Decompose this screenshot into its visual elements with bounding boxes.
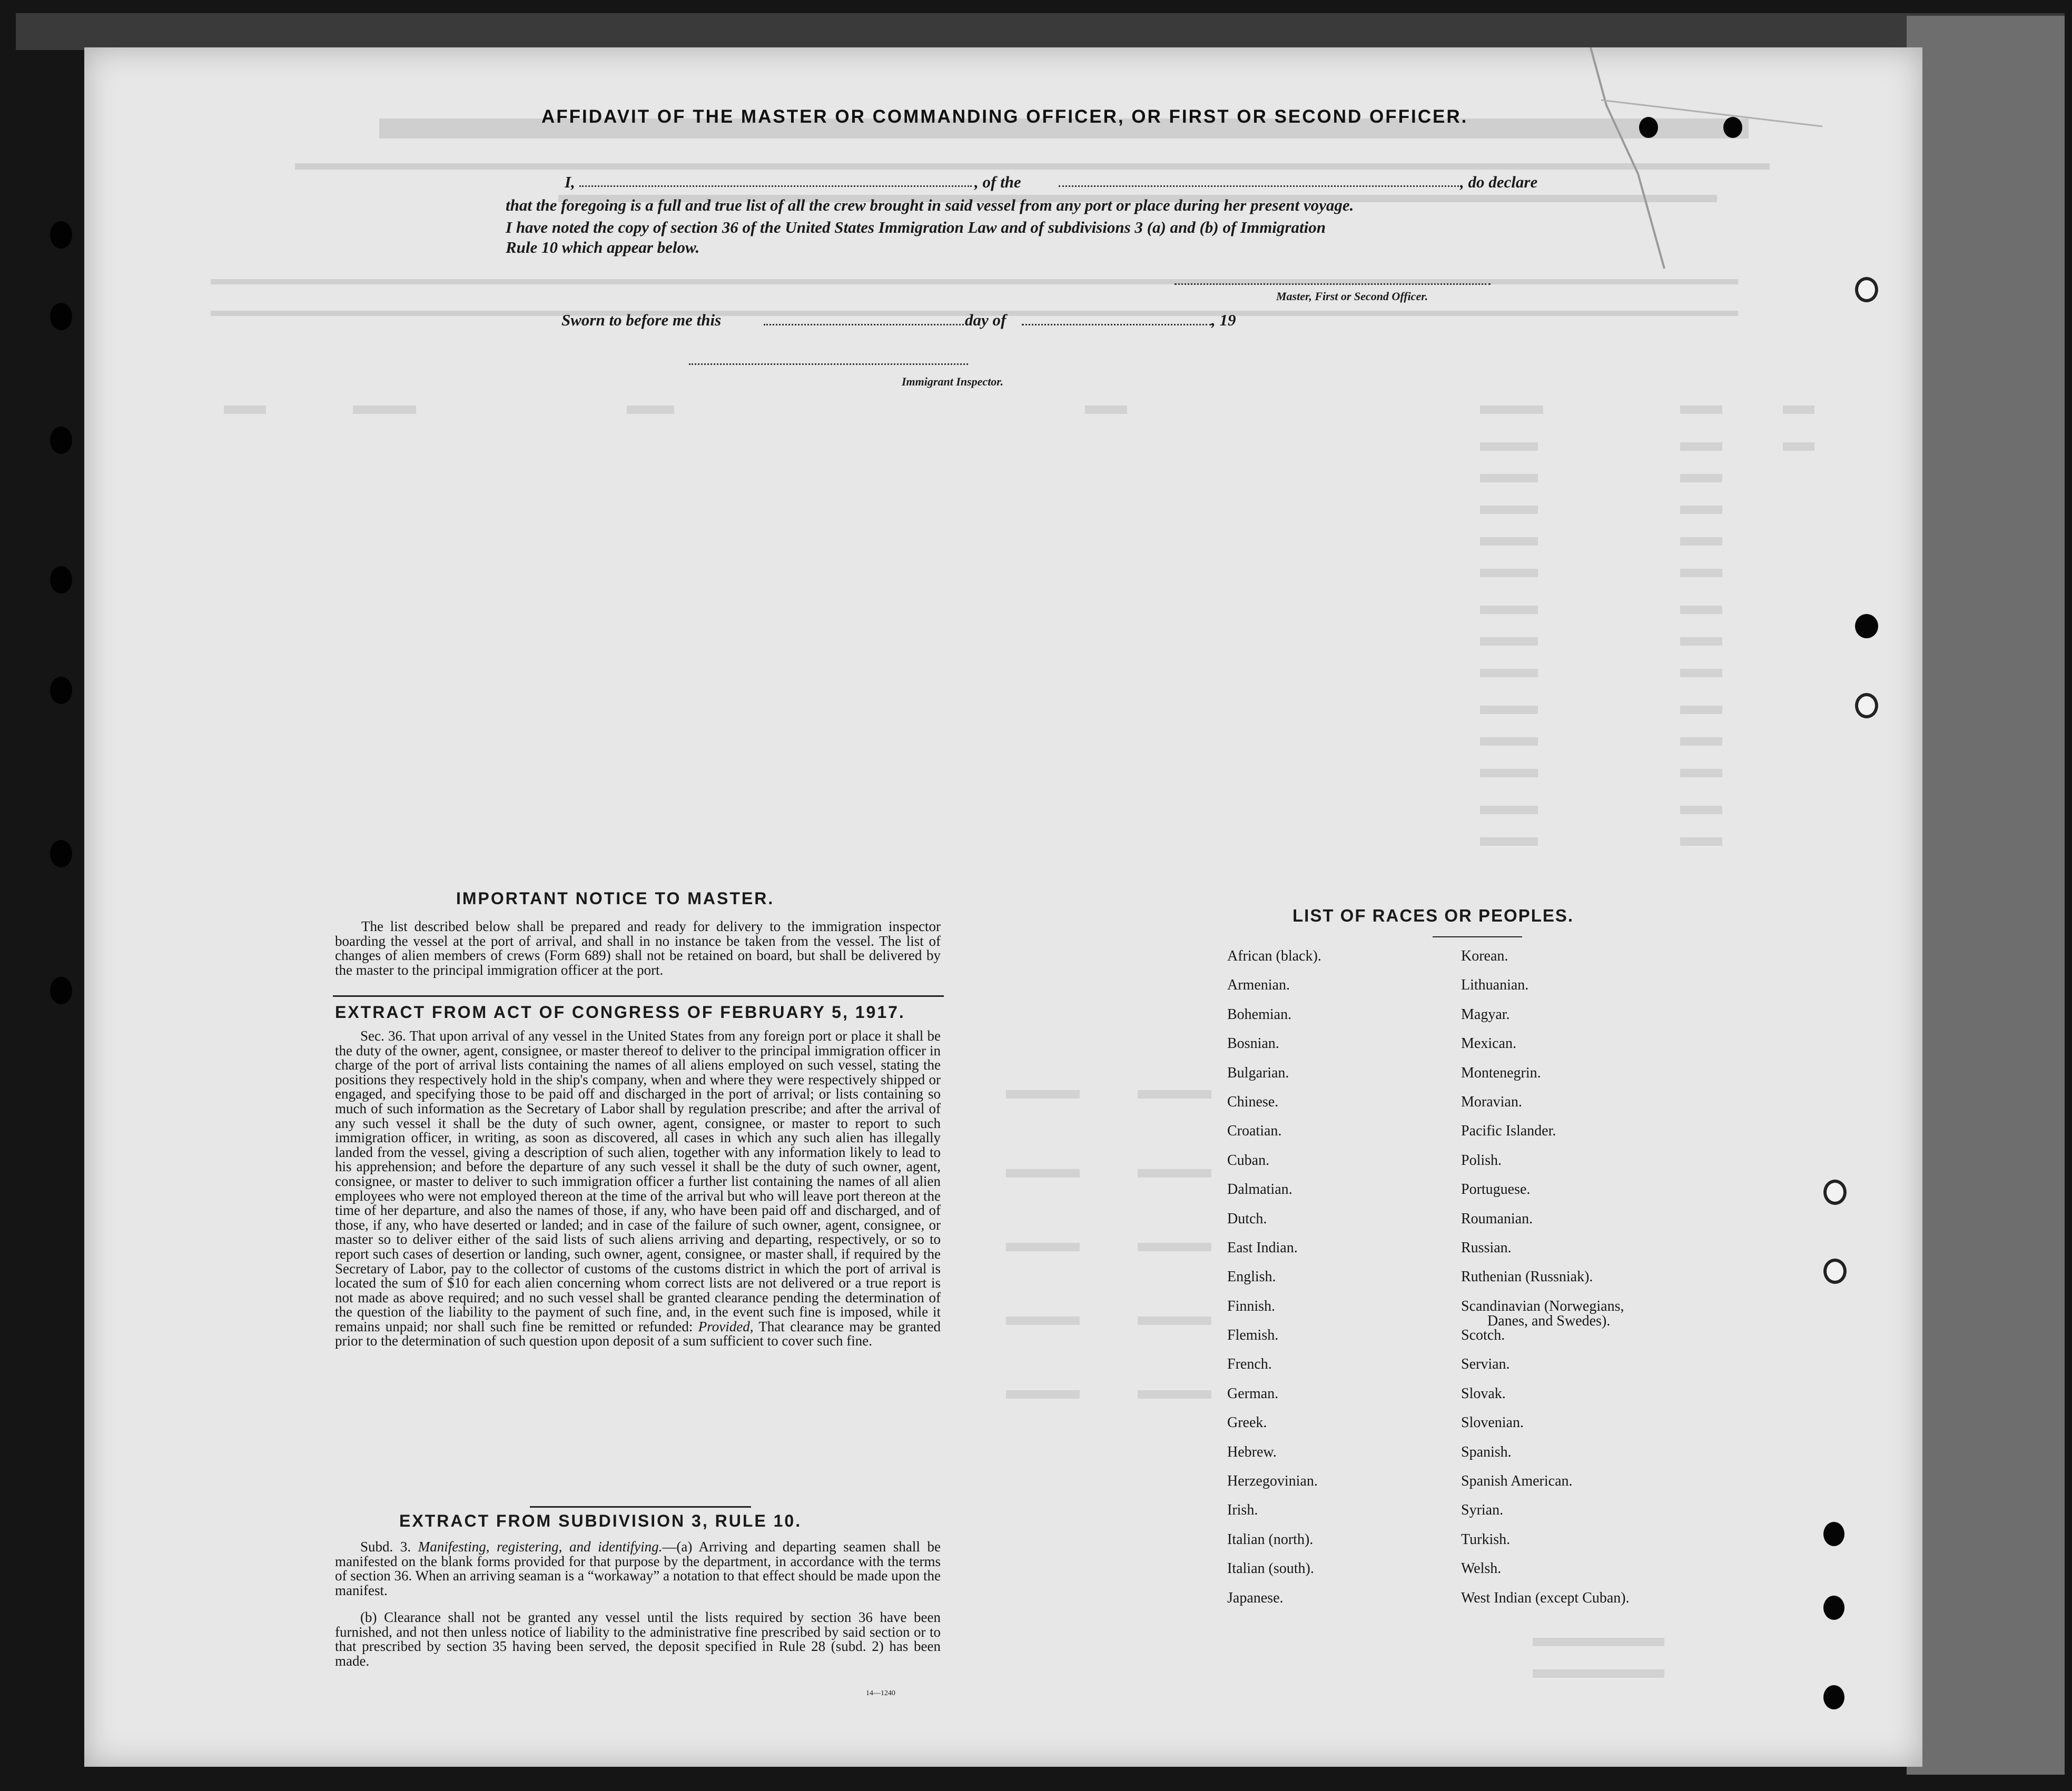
sworn-day-field[interactable] [764, 324, 964, 325]
race-item: Dutch. [1227, 1210, 1267, 1227]
sworn-month-field[interactable] [1022, 324, 1211, 325]
race-item: Pacific Islander. [1461, 1123, 1556, 1140]
rule-a-body: Arriving and departing seamen shall be manifested on the blank forms provided for that purpose by the department, in accordance with the terms of section 36. When an arriving seaman is a “workaway” a notation to that effect should be made upon the manifest. [335, 1539, 941, 1598]
race-item: Scandinavian (Norwegians, [1461, 1298, 1624, 1314]
binder-ring-icon [1855, 693, 1878, 718]
affidavit-do-declare: , do declare [1460, 173, 1538, 191]
race-item: Dalmatian. [1227, 1181, 1292, 1198]
section-36-end: That clearance may be granted prior to the determination of such question upon deposit of a sum sufficient to cover such fine. [335, 1318, 941, 1349]
inspector-label: Immigrant Inspector. [902, 375, 1004, 388]
races-left-column [1227, 949, 1321, 1620]
punch-hole-icon [1823, 1522, 1844, 1546]
race-item: Servian. [1461, 1356, 1510, 1373]
race-item: Welsh. [1461, 1560, 1502, 1577]
punch-hole-icon [50, 221, 72, 249]
vessel-name-field[interactable] [1059, 185, 1459, 187]
race-item: Mexican. [1461, 1035, 1516, 1052]
race-item: Finnish. [1227, 1298, 1276, 1314]
rule-a-text [335, 1540, 941, 1598]
races-right-column [1461, 949, 1630, 1620]
rule-b-label: (b) [360, 1609, 377, 1625]
race-item: Spanish American. [1461, 1473, 1573, 1490]
race-item: Bulgarian. [1227, 1064, 1289, 1081]
affidavit-line-2: that the foregoing is a full and true list of all the crew brought in said vessel from any port or place during her present voyage. [506, 196, 1354, 214]
rule-a-label: —(a) [662, 1539, 693, 1555]
race-item: Korean. [1461, 948, 1508, 964]
race-item: French. [1227, 1356, 1272, 1373]
manifest-sheet [84, 47, 1922, 1767]
race-item: West Indian (except Cuban). [1461, 1589, 1630, 1606]
affidavit-i: I, [565, 173, 575, 191]
race-item: Croatian. [1227, 1123, 1282, 1140]
affidavit-line-4: Rule 10 which appear below. [506, 238, 700, 256]
race-item: Bohemian. [1227, 1006, 1292, 1023]
bleed-through-background [84, 47, 1922, 1767]
punch-hole-icon [1823, 1596, 1844, 1620]
race-item: Flemish. [1227, 1327, 1279, 1344]
race-item: Bosnian. [1227, 1035, 1279, 1052]
scan-top-shadow [16, 13, 2065, 50]
race-item: Spanish. [1461, 1443, 1512, 1460]
notice-text: The list described below shall be prepared and ready for delivery to the immigration inspector boarding the vessel at the port of arrival, and shall in no instance be taken from the vessel. The list of changes of alien members of crews (Form 689) shall not be retained on board, but shall be delivered by the master to the principal immigration officer at the port. [335, 918, 941, 978]
race-item: Roumanian. [1461, 1210, 1533, 1227]
race-item: East Indian. [1227, 1239, 1298, 1256]
race-item: Lithuanian. [1461, 977, 1529, 994]
punch-hole-icon [1823, 1685, 1844, 1709]
extract-act-title: EXTRACT FROM ACT OF CONGRESS OF FEBRUARY 5, 1917. [335, 1003, 905, 1022]
race-item: German. [1227, 1385, 1279, 1402]
affidavit-of-the: , of the [974, 173, 1021, 191]
provided-word: Provided, [698, 1318, 754, 1334]
day-of-text: day of [965, 311, 1007, 329]
subd-label: Subd. 3. [360, 1539, 411, 1555]
section-36-body: That upon arrival of any vessel in the United States from any foreign port or place it shall be the duty of the owner, agent, consignee, or master thereof to deliver to the principal immigration officer in charge of the port of arrival lists containing the names of all aliens employed on such vessel, stating the positions they respectively hold in the ship's company, when and where they were respectively shipped or engaged, and specifying those to be paid off and discharged in the port of arrival; or lists containing so much of such information as the Secretary of Labor shall by regulation prescribe; and after the arrival of any such vessel it shall be the duty of such owner, agent, consignee, or master to report to such immigration officer, in writing, as soon as discovered, all cases in which any such alien has illegally landed from the vessel, giving a description of such alien, together with any information likely to lead to his apprehension; and before the departure of any such vessel it shall be the duty of such owner, agent, consignee, or master to deliver to such immigration officer a further list containing the names of all alien employees who were not employed thereon at the time of the arrival but who will leave port thereon at the time of her departure, and also the names of those, if any, who have been paid off and discharged, and of those, if any, who have deserted or landed; and in case of the failure of such owner, agent, consignee, or master so to deliver either of the said lists of such aliens arriving and departing, respectively, or so to report such cases of desertion or landing, such owner, agent, consignee, or master shall, if required by the Secretary of Labor, pay to the collector of customs of the customs district in which the port of arrival is located the sum of $10 for each alien concerning whom correct lists are not delivered or a true report is not made as above required; and no such vessel shall be granted clearance pending the determination of the question of the liability to the payment of such fine, and, in the event such fine is imposed, while it remains unpaid; nor shall such fine be remitted or refunded: [335, 1028, 941, 1334]
sworn-year-text: , 19 [1211, 311, 1236, 329]
scan-right-backing [1907, 16, 2065, 1775]
divider [333, 995, 944, 997]
race-item: Ruthenian (Russniak). [1461, 1269, 1593, 1285]
punch-hole-icon [1855, 614, 1878, 638]
section-36-label: Sec. 36. [360, 1028, 406, 1044]
subd-heading: Manifesting, registering, and identifying. [418, 1539, 663, 1555]
race-item: English. [1227, 1269, 1276, 1285]
punch-hole-icon [1639, 117, 1658, 138]
race-item: Japanese. [1227, 1589, 1284, 1606]
punch-hole-icon [50, 303, 72, 330]
race-item: Moravian. [1461, 1093, 1522, 1110]
extract-rule-title: EXTRACT FROM SUBDIVISION 3, RULE 10. [399, 1511, 802, 1530]
master-name-field[interactable] [579, 185, 972, 187]
races-title-rule [1433, 936, 1522, 937]
notice-title: IMPORTANT NOTICE TO MASTER. [456, 889, 775, 908]
race-item: Armenian. [1227, 977, 1290, 994]
race-item: Slovenian. [1461, 1414, 1524, 1431]
race-item: Turkish. [1461, 1531, 1511, 1548]
race-item: Irish. [1227, 1502, 1258, 1519]
inspector-signature-field[interactable] [689, 363, 968, 365]
rule-b-text [335, 1610, 941, 1668]
divider-short [530, 1506, 751, 1508]
races-title: LIST OF RACES OR PEOPLES. [1292, 906, 1574, 925]
binder-ring-icon [1823, 1259, 1847, 1284]
affidavit-title: AFFIDAVIT OF THE MASTER OR COMMANDING OFFICER, OR FIRST OR SECOND OFFICER. [541, 106, 1468, 127]
race-item: Montenegrin. [1461, 1064, 1541, 1081]
race-item: Chinese. [1227, 1093, 1279, 1110]
form-number: 14—1240 [866, 1689, 895, 1697]
sworn-text: Sworn to before me this [561, 311, 722, 329]
race-item: Cuban. [1227, 1152, 1270, 1169]
punch-hole-icon [50, 977, 72, 1004]
punch-hole-icon [50, 427, 72, 454]
race-item: Russian. [1461, 1239, 1512, 1256]
section-36-text [335, 1029, 941, 1349]
race-item: Magyar. [1461, 1006, 1510, 1023]
race-item: African (black). [1227, 948, 1321, 964]
master-signature-field[interactable] [1175, 283, 1491, 285]
race-item: Italian (south). [1227, 1560, 1314, 1577]
binder-ring-icon [1855, 277, 1878, 302]
binder-ring-icon [1823, 1180, 1847, 1205]
race-item: Polish. [1461, 1152, 1502, 1169]
race-item: Danes, and Swedes). [1487, 1312, 1611, 1329]
race-item: Scotch. [1461, 1327, 1505, 1344]
rule-b-body: Clearance shall not be granted any vessel until the lists required by section 36 have been furnished, and not then unless notice of liability to the administrative fine prescribed by said section or to that prescribed by section 35 having been served, the deposit specified in Rule 28 (subd. 2) has been made. [335, 1609, 941, 1669]
punch-hole-icon [50, 840, 72, 867]
affidavit-line-3: I have noted the copy of section 36 of the United States Immigration Law and of subdivisions 3 (a) and (b) of Immigration [506, 218, 1326, 236]
race-item: Syrian. [1461, 1502, 1504, 1519]
race-item: Greek. [1227, 1414, 1267, 1431]
punch-hole-icon [50, 677, 72, 704]
race-item: Italian (north). [1227, 1531, 1314, 1548]
race-item: Hebrew. [1227, 1443, 1277, 1460]
punch-hole-icon [1723, 117, 1742, 138]
punch-hole-icon [50, 566, 72, 593]
master-signature-label: Master, First or Second Officer. [1276, 290, 1428, 303]
race-item: Herzegovinian. [1227, 1473, 1318, 1490]
race-item: Slovak. [1461, 1385, 1506, 1402]
race-item: Portuguese. [1461, 1181, 1531, 1198]
